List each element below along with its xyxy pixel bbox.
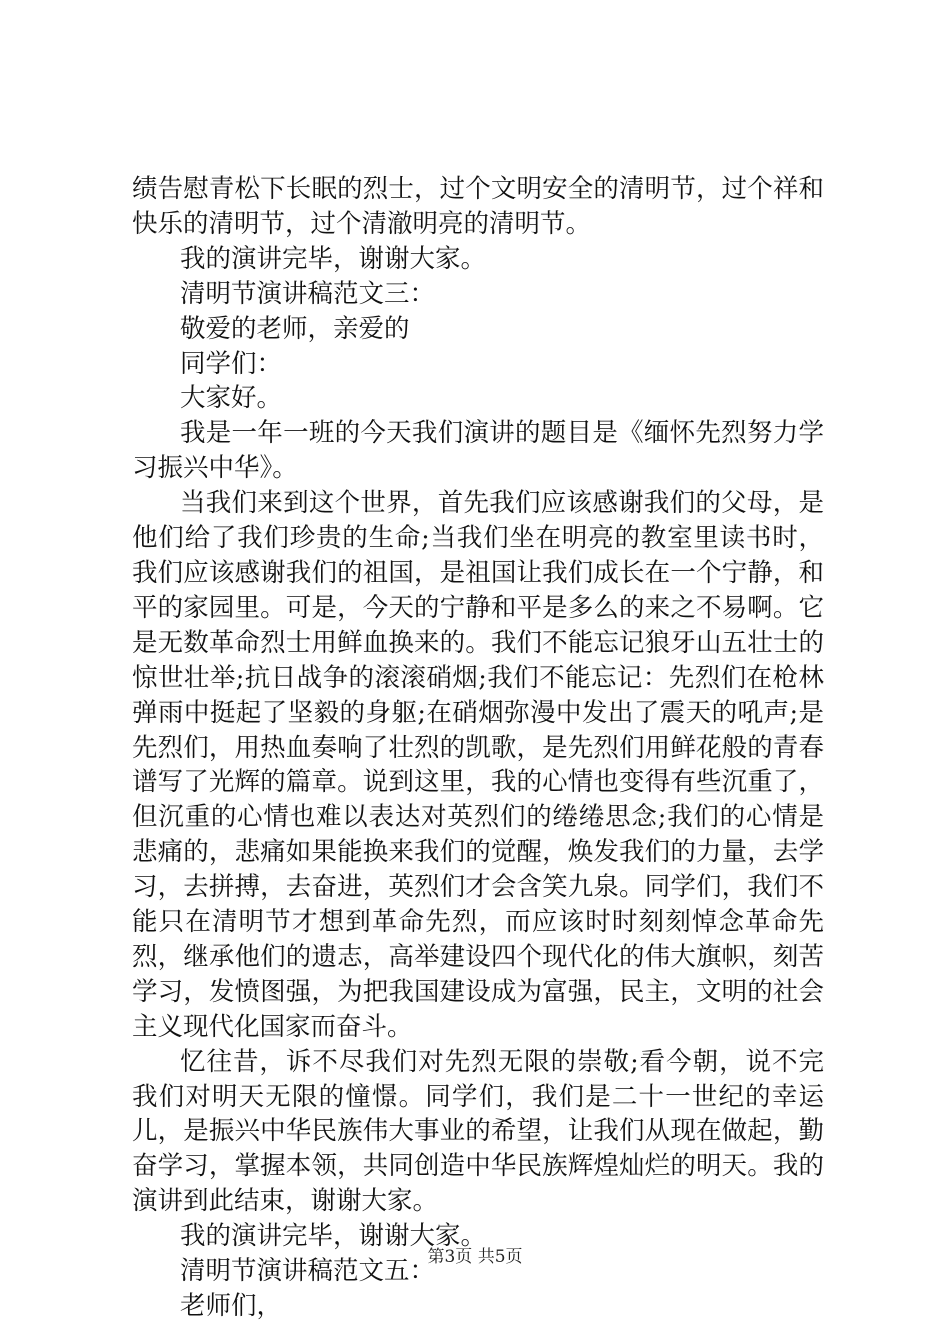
paragraph-1: 绩告慰青松下长眠的烈士，过个文明安全的清明节，过个祥和快乐的清明节，过个清澈明亮的清明节。 [132, 174, 824, 239]
paragraph-intro: 我是一年一班的今天我们演讲的题目是《缅怀先烈努力学习振兴中华》。 [132, 418, 824, 484]
page-number-footer: 第3页 共5页 [427, 1247, 523, 1267]
salutation-line-2: 同学们： [180, 348, 283, 379]
section-heading-3: 清明节演讲稿范文三： [180, 278, 436, 309]
paragraph-2: 我的演讲完毕，谢谢大家。 [180, 243, 487, 274]
greeting: 大家好。 [180, 383, 283, 414]
salutation-line-3: 老师们， [180, 1291, 283, 1321]
document-body [132, 172, 824, 1324]
paragraph-conclusion: 忆往昔，诉不尽我们对先烈无限的崇敬;看今朝，说不完我们对明天无限的憧憬。同学们，我们是二十一世纪的幸运儿，是振兴中华民族伟大事业的希望，让我们从现在做起，勤奋学习，掌握本领，共同创造中华民族辉煌灿烂的明天。我的演讲到此结束，谢谢大家。 [132, 1046, 824, 1217]
salutation-line-1: 敬爱的老师，亲爱的 [180, 313, 410, 344]
paragraph-closing: 我的演讲完毕，谢谢大家。 [180, 1221, 487, 1252]
paragraph-body: 当我们来到这个世界，首先我们应该感谢我们的父母，是他们给了我们珍贵的生命;当我们坐在明亮的教室里读书时，我们应该感谢我们的祖国，是祖国让我们成长在一个宁静，和平的家园里。可是，今天的宁静和平是多么的来之不易啊。它是无数革命烈士用鲜血换来的。我们不能忘记狼牙山五壮士的惊世壮举;抗日战争的滚滚硝烟;我们不能忘记：先烈们在枪林弹雨中挺起了坚毅的身躯;在硝烟弥漫中发出了震天的吼声;是先烈们，用热血奏响了壮烈的凯歌，是先烈们用鲜花般的青春谱写了光辉的篇章。说到这里，我的心情也变得有些沉重了，但沉重的心情也难以表达对英烈们的绻绻思念;我们的心情是悲痛的，悲痛如果能换来我们的觉醒，焕发我们的力量，去学习，去拼搏，去奋进，英烈们才会含笑九泉。同学们，我们不能只在清明节才想到革命先烈，而应该时时刻刻悼念革命先烈，继承他们的遗志，高举建设四个现代化的伟大旗帜，刻苦学习，发愤图强，为把我国建设成为富强，民主，文明的社会主义现代化国家而奋斗。 [132, 488, 824, 1042]
section-heading-5: 清明节演讲稿范文五： [180, 1256, 436, 1287]
